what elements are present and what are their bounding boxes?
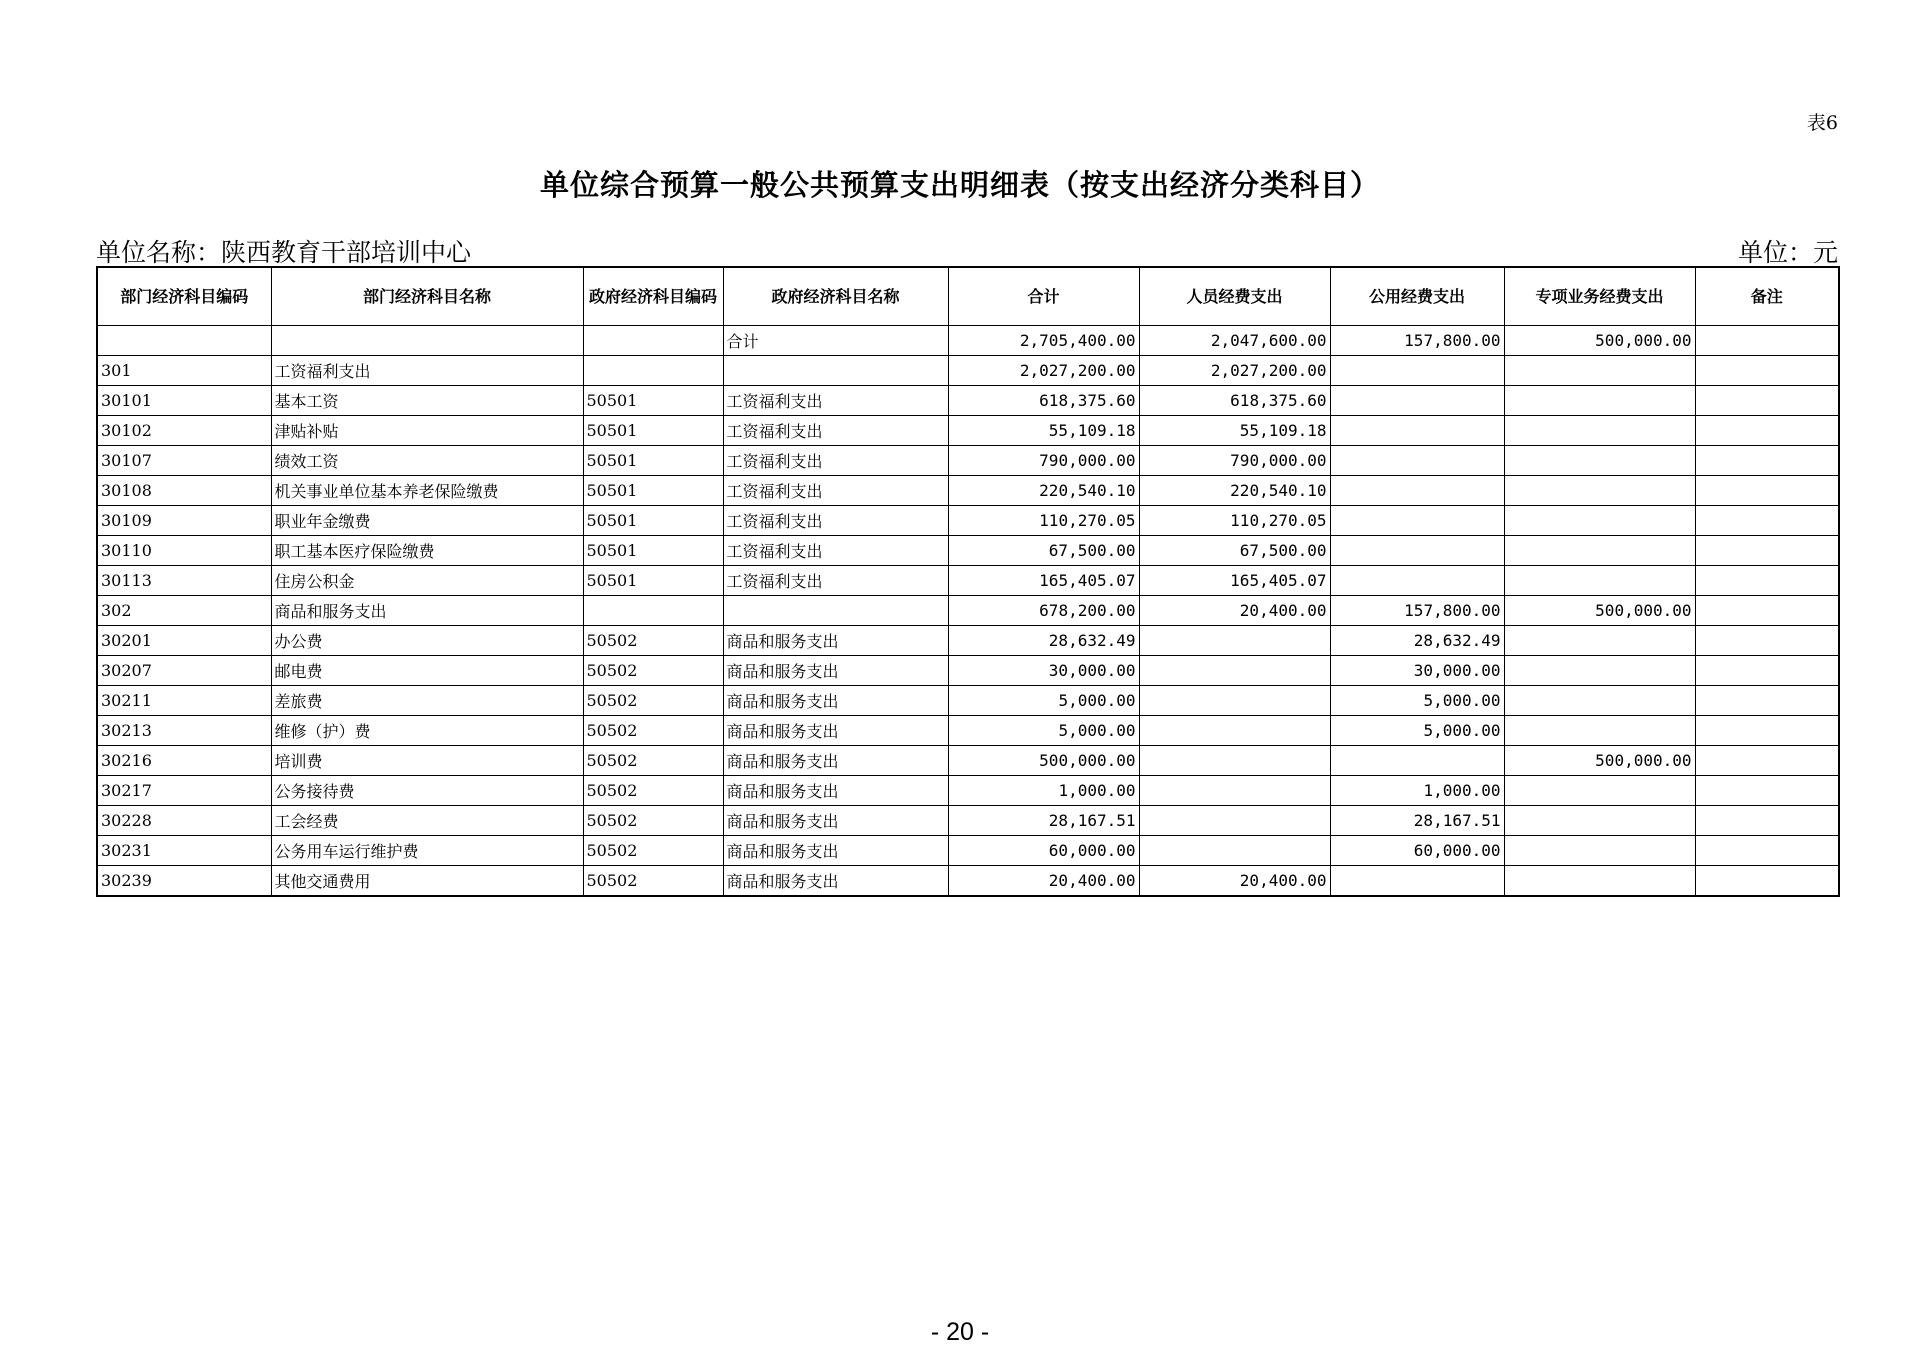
cell-total: 678,200.00 <box>948 596 1139 626</box>
cell-dept-code: 30211 <box>97 686 271 716</box>
cell-note <box>1695 626 1839 656</box>
cell-gov-name: 工资福利支出 <box>723 416 948 446</box>
cell-personnel <box>1139 776 1330 806</box>
header-total: 合计 <box>948 267 1139 326</box>
table-row <box>97 506 1839 536</box>
cell-total: 60,000.00 <box>948 836 1139 866</box>
cell-public: 157,800.00 <box>1330 326 1504 356</box>
cell-total: 5,000.00 <box>948 716 1139 746</box>
cell-public <box>1330 566 1504 596</box>
table-row <box>97 626 1839 656</box>
cell-special <box>1504 416 1695 446</box>
cell-dept-name: 其他交通费用 <box>271 866 583 897</box>
budget-table <box>96 266 1840 897</box>
cell-gov-code: 50502 <box>583 806 723 836</box>
cell-gov-name <box>723 596 948 626</box>
cell-special <box>1504 446 1695 476</box>
cell-dept-name <box>271 326 583 356</box>
cell-public: 60,000.00 <box>1330 836 1504 866</box>
cell-total: 2,027,200.00 <box>948 356 1139 386</box>
cell-gov-code: 50502 <box>583 656 723 686</box>
cell-personnel <box>1139 686 1330 716</box>
cell-total: 30,000.00 <box>948 656 1139 686</box>
cell-personnel: 165,405.07 <box>1139 566 1330 596</box>
cell-gov-name: 工资福利支出 <box>723 446 948 476</box>
cell-gov-name: 工资福利支出 <box>723 506 948 536</box>
cell-total: 1,000.00 <box>948 776 1139 806</box>
cell-note <box>1695 566 1839 596</box>
cell-dept-code: 30102 <box>97 416 271 446</box>
cell-total: 28,632.49 <box>948 626 1139 656</box>
cell-dept-code: 30207 <box>97 656 271 686</box>
cell-dept-code: 30108 <box>97 476 271 506</box>
table-row <box>97 686 1839 716</box>
cell-special <box>1504 536 1695 566</box>
cell-dept-code: 30110 <box>97 536 271 566</box>
cell-note <box>1695 596 1839 626</box>
cell-special <box>1504 686 1695 716</box>
cell-personnel: 2,027,200.00 <box>1139 356 1330 386</box>
cell-gov-code: 50501 <box>583 536 723 566</box>
cell-note <box>1695 506 1839 536</box>
cell-personnel <box>1139 626 1330 656</box>
cell-special <box>1504 836 1695 866</box>
cell-gov-code: 50501 <box>583 416 723 446</box>
cell-note <box>1695 416 1839 446</box>
cell-note <box>1695 836 1839 866</box>
cell-gov-name: 商品和服务支出 <box>723 806 948 836</box>
cell-dept-name: 基本工资 <box>271 386 583 416</box>
table-header-row <box>97 267 1839 326</box>
cell-dept-name: 机关事业单位基本养老保险缴费 <box>271 476 583 506</box>
cell-gov-name: 商品和服务支出 <box>723 626 948 656</box>
table-row <box>97 596 1839 626</box>
cell-public <box>1330 866 1504 897</box>
cell-gov-code: 50501 <box>583 446 723 476</box>
cell-dept-name: 差旅费 <box>271 686 583 716</box>
cell-dept-name: 培训费 <box>271 746 583 776</box>
cell-special: 500,000.00 <box>1504 326 1695 356</box>
table-row <box>97 836 1839 866</box>
currency-unit-label: 单位：元 <box>1737 238 1838 267</box>
cell-public <box>1330 536 1504 566</box>
cell-dept-name: 绩效工资 <box>271 446 583 476</box>
cell-dept-code: 302 <box>97 596 271 626</box>
table-row <box>97 776 1839 806</box>
table-row <box>97 656 1839 686</box>
cell-total: 5,000.00 <box>948 686 1139 716</box>
cell-dept-name: 公务接待费 <box>271 776 583 806</box>
cell-public: 28,632.49 <box>1330 626 1504 656</box>
cell-gov-name: 合计 <box>723 326 948 356</box>
cell-total: 500,000.00 <box>948 746 1139 776</box>
cell-public: 28,167.51 <box>1330 806 1504 836</box>
cell-special <box>1504 386 1695 416</box>
cell-special <box>1504 716 1695 746</box>
cell-total: 110,270.05 <box>948 506 1139 536</box>
document-title: 单位综合预算一般公共预算支出明细表（按支出经济分类科目） <box>539 168 1380 202</box>
cell-public <box>1330 386 1504 416</box>
header-note: 备注 <box>1695 267 1839 326</box>
cell-gov-code: 50501 <box>583 506 723 536</box>
unit-name-label: 单位名称：陕西教育干部培训中心 <box>96 238 472 267</box>
cell-dept-name: 工资福利支出 <box>271 356 583 386</box>
cell-gov-name: 商品和服务支出 <box>723 716 948 746</box>
cell-special <box>1504 356 1695 386</box>
cell-dept-name: 公务用车运行维护费 <box>271 836 583 866</box>
cell-total: 618,375.60 <box>948 386 1139 416</box>
cell-personnel: 20,400.00 <box>1139 596 1330 626</box>
cell-note <box>1695 446 1839 476</box>
cell-gov-name: 商品和服务支出 <box>723 866 948 897</box>
cell-note <box>1695 686 1839 716</box>
header-gov-name: 政府经济科目名称 <box>723 267 948 326</box>
header-special: 专项业务经费支出 <box>1504 267 1695 326</box>
cell-dept-code: 30107 <box>97 446 271 476</box>
table-row <box>97 536 1839 566</box>
cell-dept-code: 30228 <box>97 806 271 836</box>
header-dept-name: 部门经济科目名称 <box>271 267 583 326</box>
cell-personnel <box>1139 656 1330 686</box>
cell-dept-code: 30109 <box>97 506 271 536</box>
table-row <box>97 746 1839 776</box>
cell-public <box>1330 476 1504 506</box>
cell-dept-name: 职业年金缴费 <box>271 506 583 536</box>
cell-special <box>1504 656 1695 686</box>
cell-gov-code: 50502 <box>583 836 723 866</box>
cell-personnel: 2,047,600.00 <box>1139 326 1330 356</box>
cell-special <box>1504 776 1695 806</box>
cell-gov-code: 50501 <box>583 566 723 596</box>
cell-special <box>1504 566 1695 596</box>
cell-note <box>1695 656 1839 686</box>
cell-total: 28,167.51 <box>948 806 1139 836</box>
cell-gov-code: 50502 <box>583 716 723 746</box>
cell-personnel: 618,375.60 <box>1139 386 1330 416</box>
cell-gov-name: 工资福利支出 <box>723 476 948 506</box>
cell-total: 2,705,400.00 <box>948 326 1139 356</box>
cell-gov-code <box>583 356 723 386</box>
table-row <box>97 386 1839 416</box>
cell-gov-name: 商品和服务支出 <box>723 656 948 686</box>
cell-total: 55,109.18 <box>948 416 1139 446</box>
cell-special: 500,000.00 <box>1504 596 1695 626</box>
cell-public: 30,000.00 <box>1330 656 1504 686</box>
table-row <box>97 866 1839 897</box>
cell-personnel <box>1139 806 1330 836</box>
cell-personnel: 110,270.05 <box>1139 506 1330 536</box>
cell-note <box>1695 356 1839 386</box>
cell-dept-name: 住房公积金 <box>271 566 583 596</box>
cell-public: 5,000.00 <box>1330 716 1504 746</box>
cell-dept-name: 维修（护）费 <box>271 716 583 746</box>
cell-total: 790,000.00 <box>948 446 1139 476</box>
cell-note <box>1695 386 1839 416</box>
cell-note <box>1695 476 1839 506</box>
cell-personnel <box>1139 716 1330 746</box>
cell-dept-code: 30113 <box>97 566 271 596</box>
header-dept-code: 部门经济科目编码 <box>97 267 271 326</box>
cell-special <box>1504 866 1695 897</box>
header-personnel: 人员经费支出 <box>1139 267 1330 326</box>
cell-total: 220,540.10 <box>948 476 1139 506</box>
cell-public <box>1330 356 1504 386</box>
table-row <box>97 806 1839 836</box>
cell-gov-code <box>583 596 723 626</box>
cell-total: 20,400.00 <box>948 866 1139 897</box>
cell-special <box>1504 476 1695 506</box>
cell-personnel: 20,400.00 <box>1139 866 1330 897</box>
table-row <box>97 356 1839 386</box>
cell-gov-code <box>583 326 723 356</box>
cell-personnel: 67,500.00 <box>1139 536 1330 566</box>
cell-gov-code: 50501 <box>583 386 723 416</box>
cell-note <box>1695 866 1839 897</box>
cell-gov-code: 50502 <box>583 866 723 897</box>
cell-dept-code: 30216 <box>97 746 271 776</box>
cell-gov-name: 工资福利支出 <box>723 566 948 596</box>
cell-special: 500,000.00 <box>1504 746 1695 776</box>
cell-dept-code: 301 <box>97 356 271 386</box>
cell-personnel <box>1139 746 1330 776</box>
cell-gov-code: 50502 <box>583 626 723 656</box>
cell-note <box>1695 806 1839 836</box>
cell-gov-code: 50502 <box>583 686 723 716</box>
table-row <box>97 566 1839 596</box>
table-number-label: 表6 <box>1806 112 1838 134</box>
cell-gov-code: 50502 <box>583 776 723 806</box>
cell-note <box>1695 746 1839 776</box>
cell-gov-name: 商品和服务支出 <box>723 746 948 776</box>
cell-gov-code: 50502 <box>583 746 723 776</box>
cell-dept-name: 工会经费 <box>271 806 583 836</box>
page-number: - 20 - <box>930 1318 990 1346</box>
cell-dept-name: 津贴补贴 <box>271 416 583 446</box>
cell-public <box>1330 446 1504 476</box>
table-row <box>97 716 1839 746</box>
table-row <box>97 446 1839 476</box>
cell-total: 67,500.00 <box>948 536 1139 566</box>
cell-gov-name: 工资福利支出 <box>723 536 948 566</box>
cell-dept-code: 30101 <box>97 386 271 416</box>
cell-public: 5,000.00 <box>1330 686 1504 716</box>
cell-note <box>1695 776 1839 806</box>
header-public: 公用经费支出 <box>1330 267 1504 326</box>
cell-dept-name: 邮电费 <box>271 656 583 686</box>
cell-personnel: 55,109.18 <box>1139 416 1330 446</box>
cell-public <box>1330 416 1504 446</box>
cell-public <box>1330 506 1504 536</box>
cell-gov-name: 商品和服务支出 <box>723 686 948 716</box>
cell-total: 165,405.07 <box>948 566 1139 596</box>
cell-note <box>1695 536 1839 566</box>
cell-dept-code: 30217 <box>97 776 271 806</box>
cell-dept-code: 30201 <box>97 626 271 656</box>
cell-gov-name: 商品和服务支出 <box>723 836 948 866</box>
header-gov-code: 政府经济科目编码 <box>583 267 723 326</box>
cell-public: 157,800.00 <box>1330 596 1504 626</box>
cell-special <box>1504 806 1695 836</box>
cell-special <box>1504 506 1695 536</box>
cell-dept-code: 30231 <box>97 836 271 866</box>
cell-personnel <box>1139 836 1330 866</box>
cell-gov-name: 工资福利支出 <box>723 386 948 416</box>
cell-dept-name: 商品和服务支出 <box>271 596 583 626</box>
cell-gov-name: 商品和服务支出 <box>723 776 948 806</box>
table-row <box>97 476 1839 506</box>
cell-gov-code: 50501 <box>583 476 723 506</box>
table-row <box>97 416 1839 446</box>
cell-special <box>1504 626 1695 656</box>
cell-dept-name: 职工基本医疗保险缴费 <box>271 536 583 566</box>
cell-public <box>1330 746 1504 776</box>
cell-personnel: 790,000.00 <box>1139 446 1330 476</box>
cell-dept-code <box>97 326 271 356</box>
cell-dept-code: 30213 <box>97 716 271 746</box>
cell-dept-code: 30239 <box>97 866 271 897</box>
cell-note <box>1695 326 1839 356</box>
cell-personnel: 220,540.10 <box>1139 476 1330 506</box>
cell-public: 1,000.00 <box>1330 776 1504 806</box>
table-row <box>97 326 1839 356</box>
cell-gov-name <box>723 356 948 386</box>
cell-dept-name: 办公费 <box>271 626 583 656</box>
cell-note <box>1695 716 1839 746</box>
